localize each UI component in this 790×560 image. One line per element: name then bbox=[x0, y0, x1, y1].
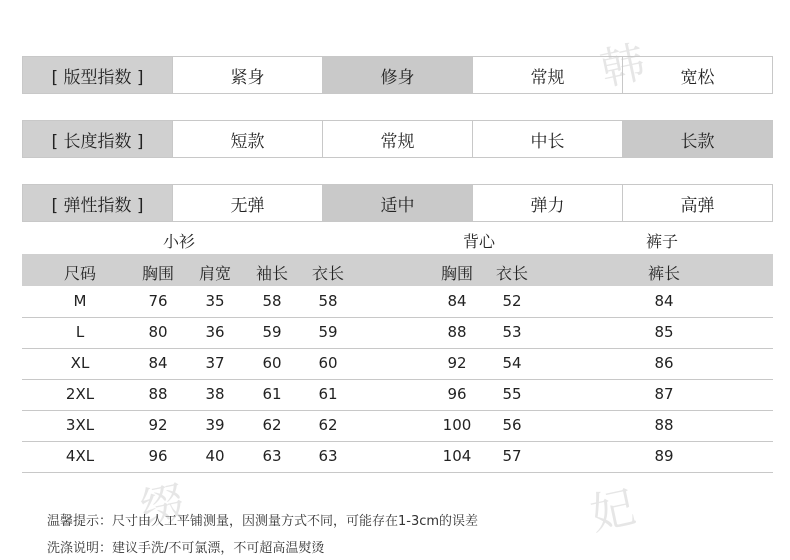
column-header: 袖长 bbox=[255, 264, 289, 283]
size-label: 3XL bbox=[65, 416, 95, 434]
fit-option: 宽松 bbox=[622, 57, 772, 93]
column-header: 尺码 bbox=[63, 264, 97, 283]
elasticity-index-label: [ 弹性指数 ] bbox=[23, 185, 172, 221]
fit-option: 常规 bbox=[472, 57, 622, 93]
table-cell: 35 bbox=[205, 292, 225, 310]
elasticity-option: 无弹 bbox=[172, 185, 322, 221]
table-cell: 92 bbox=[148, 416, 168, 434]
length-option-selected: 长款 bbox=[622, 121, 772, 157]
table-cell: 63 bbox=[318, 447, 338, 465]
table-cell: 37 bbox=[205, 354, 225, 372]
table-cell: 61 bbox=[262, 385, 282, 403]
table-cell: 53 bbox=[502, 323, 522, 341]
table-cell: 59 bbox=[318, 323, 338, 341]
table-cell: 104 bbox=[442, 447, 472, 465]
size-label: XL bbox=[70, 354, 90, 372]
table-cell: 86 bbox=[654, 354, 674, 372]
table-cell: 60 bbox=[318, 354, 338, 372]
measurement-note: 温馨提示：尺寸由人工平铺测量，因测量方式不同，可能存在1-3cm的误差 bbox=[47, 514, 479, 529]
elasticity-option: 弹力 bbox=[472, 185, 622, 221]
table-cell: 88 bbox=[654, 416, 674, 434]
table-cell: 59 bbox=[262, 323, 282, 341]
length-index-row bbox=[22, 120, 773, 158]
table-cell: 56 bbox=[502, 416, 522, 434]
table-cell: 38 bbox=[205, 385, 225, 403]
watermark-mark: 妃 bbox=[586, 481, 640, 541]
table-cell: 88 bbox=[447, 323, 467, 341]
length-option: 常规 bbox=[322, 121, 472, 157]
column-header: 胸围 bbox=[440, 264, 474, 283]
row-divider bbox=[22, 472, 773, 473]
row-divider bbox=[22, 379, 773, 380]
length-option: 中长 bbox=[472, 121, 622, 157]
watermark-mark: 韩 bbox=[596, 36, 650, 96]
elasticity-option-selected: 适中 bbox=[322, 185, 472, 221]
table-cell: 58 bbox=[262, 292, 282, 310]
table-cell: 36 bbox=[205, 323, 225, 341]
table-cell: 85 bbox=[654, 323, 674, 341]
length-index-label: [ 长度指数 ] bbox=[23, 121, 172, 157]
table-cell: 57 bbox=[502, 447, 522, 465]
table-cell: 60 bbox=[262, 354, 282, 372]
table-cell: 54 bbox=[502, 354, 522, 372]
group-title-pants: 裤子 bbox=[646, 232, 679, 251]
elasticity-option: 高弹 bbox=[622, 185, 772, 221]
column-header: 裤长 bbox=[647, 264, 681, 283]
table-cell: 96 bbox=[148, 447, 168, 465]
table-cell: 58 bbox=[318, 292, 338, 310]
table-cell: 55 bbox=[502, 385, 522, 403]
table-cell: 62 bbox=[318, 416, 338, 434]
size-label: L bbox=[75, 323, 85, 341]
table-cell: 39 bbox=[205, 416, 225, 434]
table-cell: 62 bbox=[262, 416, 282, 434]
table-cell: 52 bbox=[502, 292, 522, 310]
size-label: 4XL bbox=[65, 447, 95, 465]
table-cell: 63 bbox=[262, 447, 282, 465]
table-cell: 61 bbox=[318, 385, 338, 403]
table-cell: 87 bbox=[654, 385, 674, 403]
row-divider bbox=[22, 348, 773, 349]
fit-option-selected: 修身 bbox=[322, 57, 472, 93]
table-cell: 80 bbox=[148, 323, 168, 341]
size-label: M bbox=[73, 292, 87, 310]
column-header: 胸围 bbox=[141, 264, 175, 283]
washing-note: 洗涤说明：建议手洗/不可氯漂，不可超高温熨烫 bbox=[47, 541, 325, 556]
table-cell: 84 bbox=[447, 292, 467, 310]
table-cell: 96 bbox=[447, 385, 467, 403]
fit-option: 紧身 bbox=[172, 57, 322, 93]
watermark-mark: 缀 bbox=[136, 476, 190, 536]
table-cell: 89 bbox=[654, 447, 674, 465]
fit-index-row bbox=[22, 56, 773, 94]
table-cell: 92 bbox=[447, 354, 467, 372]
table-cell: 84 bbox=[148, 354, 168, 372]
group-title-shirt: 小衫 bbox=[163, 232, 196, 251]
group-title-vest: 背心 bbox=[463, 232, 496, 251]
row-divider bbox=[22, 317, 773, 318]
length-option: 短款 bbox=[172, 121, 322, 157]
elasticity-index-row bbox=[22, 184, 773, 222]
row-divider bbox=[22, 441, 773, 442]
table-cell: 40 bbox=[205, 447, 225, 465]
row-divider bbox=[22, 410, 773, 411]
table-cell: 84 bbox=[654, 292, 674, 310]
table-cell: 100 bbox=[442, 416, 472, 434]
table-cell: 76 bbox=[148, 292, 168, 310]
column-header: 衣长 bbox=[495, 264, 529, 283]
size-label: 2XL bbox=[65, 385, 95, 403]
fit-index-label: [ 版型指数 ] bbox=[23, 57, 172, 93]
table-cell: 88 bbox=[148, 385, 168, 403]
column-header: 肩宽 bbox=[198, 264, 232, 283]
column-header: 衣长 bbox=[311, 264, 345, 283]
